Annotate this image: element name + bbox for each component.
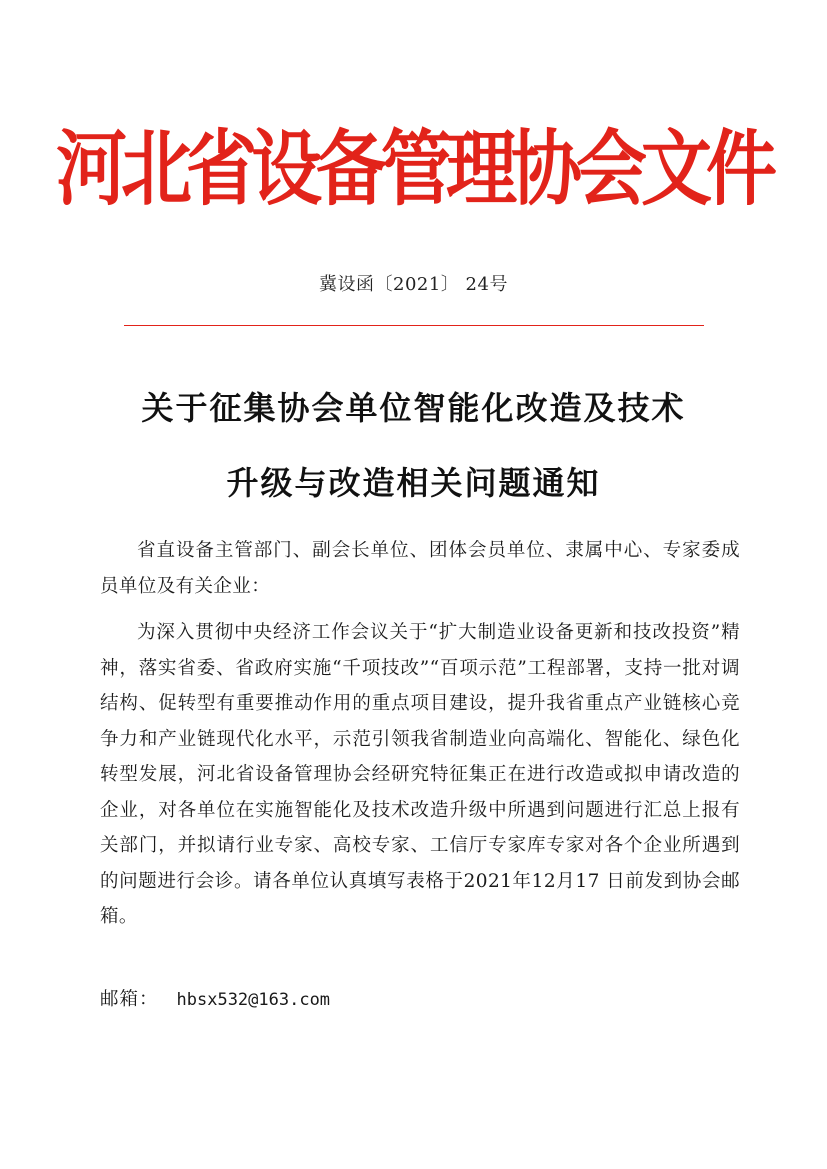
document-number: 冀设函〔2021〕 24号 [319,274,508,295]
red-divider-rule [124,325,704,326]
body-paragraph: 为深入贯彻中央经济工作会议关于“扩大制造业设备更新和技改投资”精神，落实省委、省政府实施“千项技改”“百项示范”工程部署，支持一批对调结构、促转型有重要推动作用的重点项目建设，提升我省重点产业链核心竞争力和产业链现代化水平，示范引领我省制造业向高端化、智能化、绿色化转型发展，河北省设备管理协会经研究特征集正在进行改造或拟申请改造的企业，对各单位在实施智能化及技术改造升级中所遇到问题进行汇总上报有关部门，并拟请行业专家、高校专家、工信厅专家库专家对各个企业所遇到的问题进行会诊。请各单位认真填写表格于2021年12月17 日前发到协会邮箱。 [100,622,740,927]
salutation: 省直设备主管部门、副会长单位、团体会员单位、隶属中心、专家委成员单位及有关企业： [100,540,740,597]
masthead-title: 河北省设备管理协会文件 [55,121,771,217]
email-contact [100,982,700,1018]
email-label: 邮箱： [100,989,159,1010]
notice-title-line-2: 升级与改造相关问题通知 [226,464,601,502]
email-address[interactable]: hbsx532@163.com [176,990,331,1010]
notice-title-line-1: 关于征集协会单位智能化改造及技术 [141,389,686,427]
